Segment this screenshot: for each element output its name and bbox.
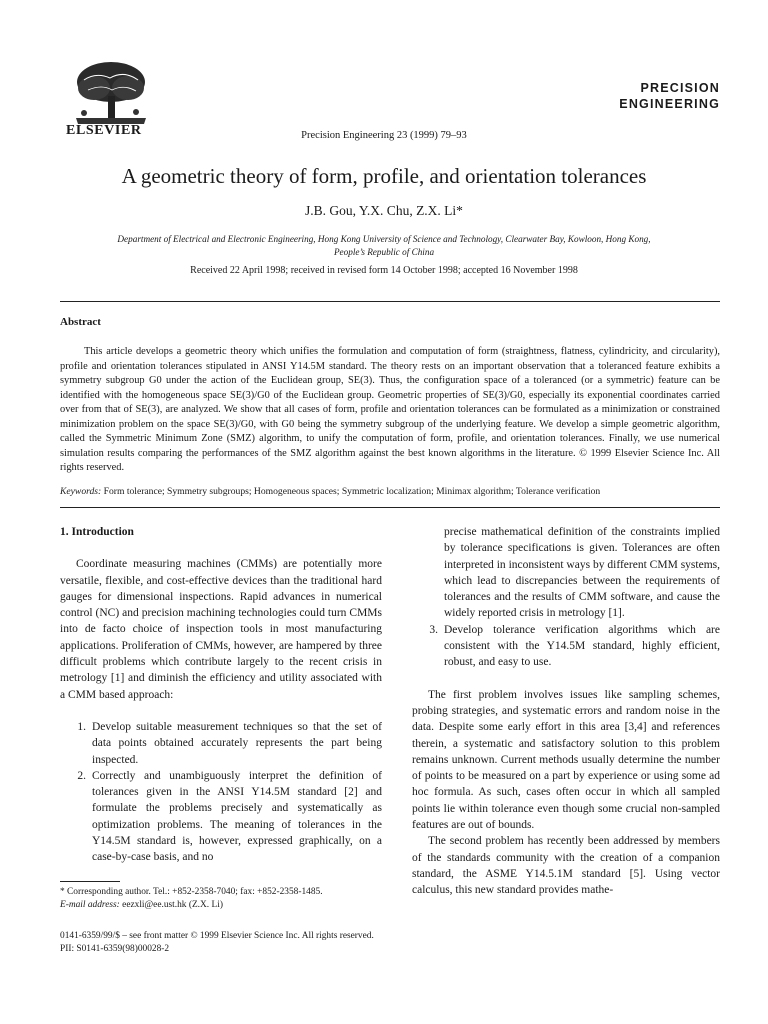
list-item-text: Develop tolerance verification algorithms which are consistent with the Y14.5M standard, highly efficient, robust, and easy to use. xyxy=(444,623,720,669)
list-number: 3. xyxy=(429,623,438,636)
list-item-continuation: precise mathematical definition of the constraints implied by tolerance specifications is given. Tolerances are often interpreted in inconsistent ways by different CMM systems, which lead to discrepancies between the requirements of tolerances and the results of CMM software, and cause the widely reported crisis in metrology [1]. xyxy=(444,526,720,620)
issn-line: 0141-6359/99/$ – see front matter © 1999 Elsevier Science Inc. All rights reserved. xyxy=(60,931,374,941)
list-number: 1. xyxy=(77,720,86,733)
list-item-text: Develop suitable measurement techniques so that the set of data points obtained accurately represents the part being inspected. xyxy=(92,720,382,766)
author-list: J.B. Gou, Y.X. Chu, Z.X. Li* xyxy=(305,203,463,218)
footnote xyxy=(60,886,390,912)
abstract-divider xyxy=(60,507,720,508)
abstract-text: This article develops a geometric theory which unifies the formulation and computation of form (straightness, flatness, cylindricity, and circularity), profile and orientation tolerances stipulated in ANSI Y14.5M standard. The theory rests on an important observation that a toleranced feature exhibits a symmetry subgroup G0 under the action of the Euclidean group, SE(3). Thus, the configuration space of a toleranced (or a symmetric) feature can be identified with the homogeneous space SE(3)/G0 of the Euclidean group. Geometric properties of SE(3)/G0, especially its exponential coordinates carried over from that of SE(3), are analyzed. We show that all cases of form, profile and orientation tolerances can be formulated as a minimization or constrained minimization problem on the space SE(3)/G0, with G0 being the symmetry subgroup of the underlying feature. We develop a simple geometric algorithm, called the Symmetric Minimum Zone (SMZ) algorithm, to unify the computation of form, profile, and orientation tolerances. Finally, we use numerical simulation results comparing the performances of the SMZ algorithm against the best known algorithms in the literature. © 1999 Elsevier Science Inc. All rights reserved. xyxy=(60,346,720,473)
right-column xyxy=(412,524,720,899)
left-column xyxy=(60,524,382,866)
intro-paragraph-2: The first problem involves issues like sampling schemes, probing strategies, and systematic errors and random noise in the data. Despite some early effort in this area [3,4] and references therein, a systematic and satisfactory solution to this problem remains unknown. Current methods usually determine the number of points to be measured on a part by experience or using some ad hoc formula. As such, cases often occur in which all sampled points lie within tolerance even though some crucial non-sampled features are out of bounds. xyxy=(412,688,720,832)
article-title: A geometric theory of form, profile, and orientation tolerances xyxy=(121,164,647,188)
abstract-heading: Abstract xyxy=(60,316,101,328)
footnote-corresponding: * Corresponding author. Tel.: +852-2358-7040; fax: +852-2358-1485. xyxy=(60,887,323,897)
affiliation-line-1: Department of Electrical and Electronic Engineering, Hong Kong University of Science and Technology, Clearwater Bay, Kowloon, Hong Kong, xyxy=(117,234,651,244)
list-number: 2. xyxy=(77,769,86,782)
list-item xyxy=(60,768,382,866)
section-heading: 1. Introduction xyxy=(60,526,134,538)
affiliation xyxy=(60,233,708,259)
journal-citation: Precision Engineering 23 (1999) 79–93 xyxy=(301,130,467,141)
email-address[interactable]: eezxli@ee.ust.hk (Z.X. Li) xyxy=(122,900,223,910)
pii-line: PII: S0141-6359(98)00028-2 xyxy=(60,944,170,954)
keywords-label: Keywords: xyxy=(60,486,102,497)
keywords-line xyxy=(60,486,720,497)
front-matter xyxy=(60,930,374,956)
header-divider xyxy=(60,301,720,302)
received-dates: Received 22 April 1998; received in revised form 14 October 1998; accepted 16 November 1998 xyxy=(190,265,578,276)
email-label: E-mail address: xyxy=(60,900,120,910)
affiliation-line-2: People’s Republic of China xyxy=(333,247,435,257)
keywords-list: Form tolerance; Symmetry subgroups; Homogeneous spaces; Symmetric localization; Minimax algorithm; Tolerance verification xyxy=(103,486,601,497)
brand-line-1: PRECISION xyxy=(640,81,720,95)
list-item xyxy=(60,719,382,768)
footnote-divider xyxy=(60,881,120,882)
journal-brand xyxy=(619,80,720,112)
brand-line-2: ENGINEERING xyxy=(619,97,720,111)
publisher-name: ELSEVIER xyxy=(66,123,142,138)
intro-paragraph-3: The second problem has recently been addressed by members of the standards community with the creation of a companion standard, the ASME Y14.5.1M standard [5]. Using vector calculus, this new standard provides mathe- xyxy=(412,835,720,897)
list-item-text: Correctly and unambiguously interpret the definition of tolerances given in the ANSI Y14.5M standard [2] and formulate the problems precisely and systematically as optimization problems. The meaning of tolerances in the Y14.5M standard is, however, expressed graphically, on a case-by-case basis, and no xyxy=(92,769,382,864)
footnote-email-line xyxy=(60,899,390,912)
elsevier-tree-logo xyxy=(66,58,152,128)
list-item xyxy=(412,622,720,671)
intro-paragraph-1: Coordinate measuring machines (CMMs) are potentially more versatile, flexible, and cost-effective devices than the traditional hard gauges for dimensional inspections. Rapid advances in numerical control (NC) and precision machining technologies could turn CMMs into de facto choice of inspection tools in most manufacturing applications. Proliferation of CMMs, however, are hampered by three difficult problems which contribute largely to the recent crisis in metrology [1] and diminish the efficiency and utility associated with a CMM based approach: xyxy=(60,558,382,701)
